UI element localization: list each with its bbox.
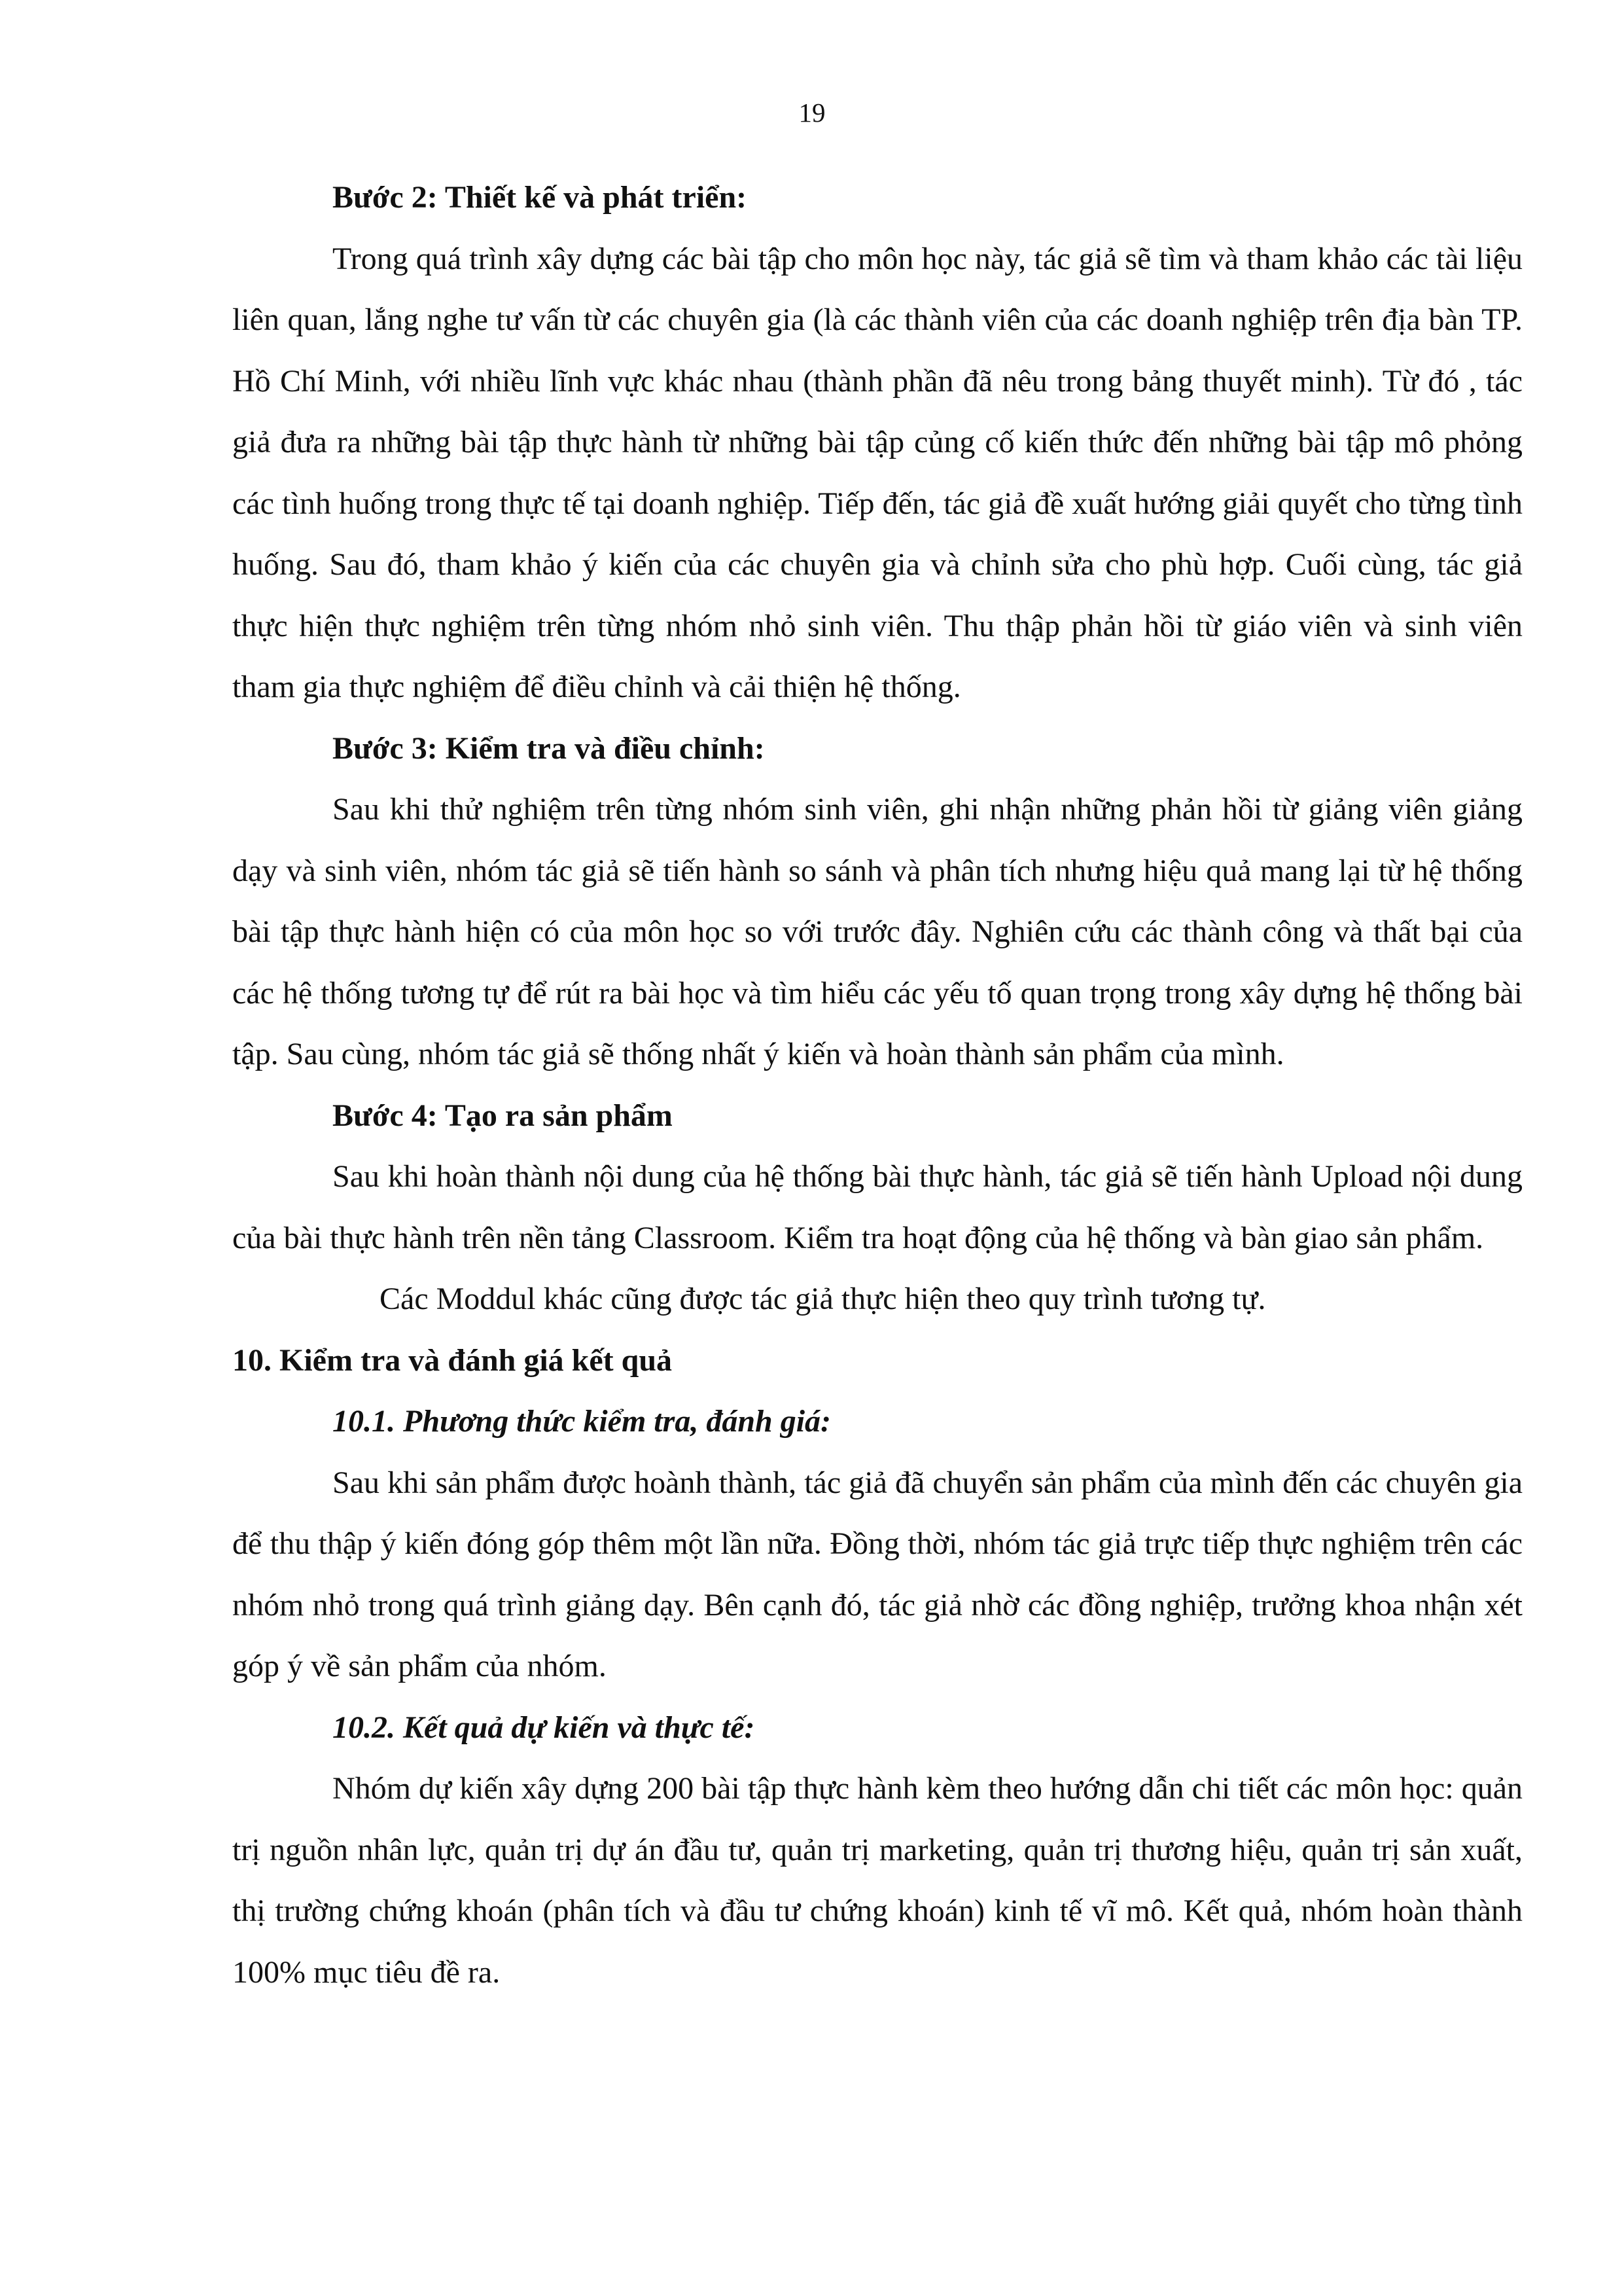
section-10-2-paragraph: Nhóm dự kiến xây dựng 200 bài tập thực hành kèm theo hướng dẫn chi tiết các môn học: quản trị nguồn nhân lực, quản trị dự án đầu tư, quản trị marketing, quản trị thương hiệu, quản trị sản xuất, thị trường chứng khoán (phân tích và đầu tư chứng khoán) kinh tế vĩ mô. Kết quả, nhóm hoàn thành 100% mục tiêu đề ra.: [232, 1771, 1523, 1990]
step-2-paragraph: Trong quá trình xây dựng các bài tập cho môn học này, tác giả sẽ tìm và tham khảo các tài liệu liên quan, lắng nghe tư vấn từ các chuyên gia (là các thành viên của các doanh nghiệp trên địa bàn TP. Hồ Chí Minh, với nhiều lĩnh vực khác nhau (thành phần đã nêu trong bảng thuyết minh). Từ đó , tác giả đưa ra những bài tập thực hành từ những bài tập củng cố kiến thức đến những bài tập mô phỏng các tình huống trong thực tế tại doanh nghiệp. Tiếp đến, tác giả đề xuất hướng giải quyết cho từng tình huống. Sau đó, tham khảo ý kiến của các chuyên gia và chỉnh sửa cho phù hợp. Cuối cùng, tác giả thực hiện thực nghiệm trên từng nhóm nhỏ sinh viên. Thu thập phản hồi từ giáo viên và sinh viên tham gia thực nghiệm để điều chỉnh và cải thiện hệ thống.: [232, 241, 1523, 704]
section-10-1-heading: 10.1. Phương thức kiểm tra, đánh giá:: [332, 1404, 832, 1439]
section-10-heading: 10. Kiểm tra và đánh giá kết quả: [232, 1342, 673, 1378]
step-4-heading: Bước 4: Tạo ra sản phẩm: [332, 1098, 673, 1133]
section-10-2-heading: 10.2. Kết quả dự kiến và thực tế:: [332, 1710, 755, 1745]
step-4-paragraph: Sau khi hoàn thành nội dung của hệ thống bài thực hành, tác giả sẽ tiến hành Upload nội dung của bài thực hành trên nền tảng Classroom. Kiểm tra hoạt động của hệ thống và bàn giao sản phẩm.: [232, 1159, 1523, 1255]
modules-note: Các Moddul khác cũng được tác giả thực hiện theo quy trình tương tự.: [380, 1282, 1266, 1316]
page-number: 19: [798, 98, 826, 128]
step-3-heading: Bước 3: Kiểm tra và điều chỉnh:: [332, 730, 765, 766]
step-2-heading: Bước 2: Thiết kế và phát triển:: [332, 180, 747, 215]
document-body: [232, 167, 1523, 2003]
section-10-1-paragraph: Sau khi sản phẩm được hoành thành, tác giả đã chuyển sản phẩm của mình đến các chuyên gia để thu thập ý kiến đóng góp thêm một lần nữa. Đồng thời, nhóm tác giả trực tiếp thực nghiệm trên các nhóm nhỏ trong quá trình giảng dạy. Bên cạnh đó, tác giả nhờ các đồng nghiệp, trưởng khoa nhận xét góp ý về sản phẩm của nhóm.: [232, 1465, 1523, 1683]
step-3-paragraph: Sau khi thử nghiệm trên từng nhóm sinh viên, ghi nhận những phản hồi từ giảng viên giảng dạy và sinh viên, nhóm tác giả sẽ tiến hành so sánh và phân tích nhưng hiệu quả mang lại từ hệ thống bài tập thực hành hiện có của môn học so với trước đây. Nghiên cứu các thành công và thất bại của các hệ thống tương tự để rút ra bài học và tìm hiểu các yếu tố quan trọng trong xây dựng hệ thống bài tập. Sau cùng, nhóm tác giả sẽ thống nhất ý kiến và hoàn thành sản phẩm của mình.: [232, 792, 1523, 1071]
